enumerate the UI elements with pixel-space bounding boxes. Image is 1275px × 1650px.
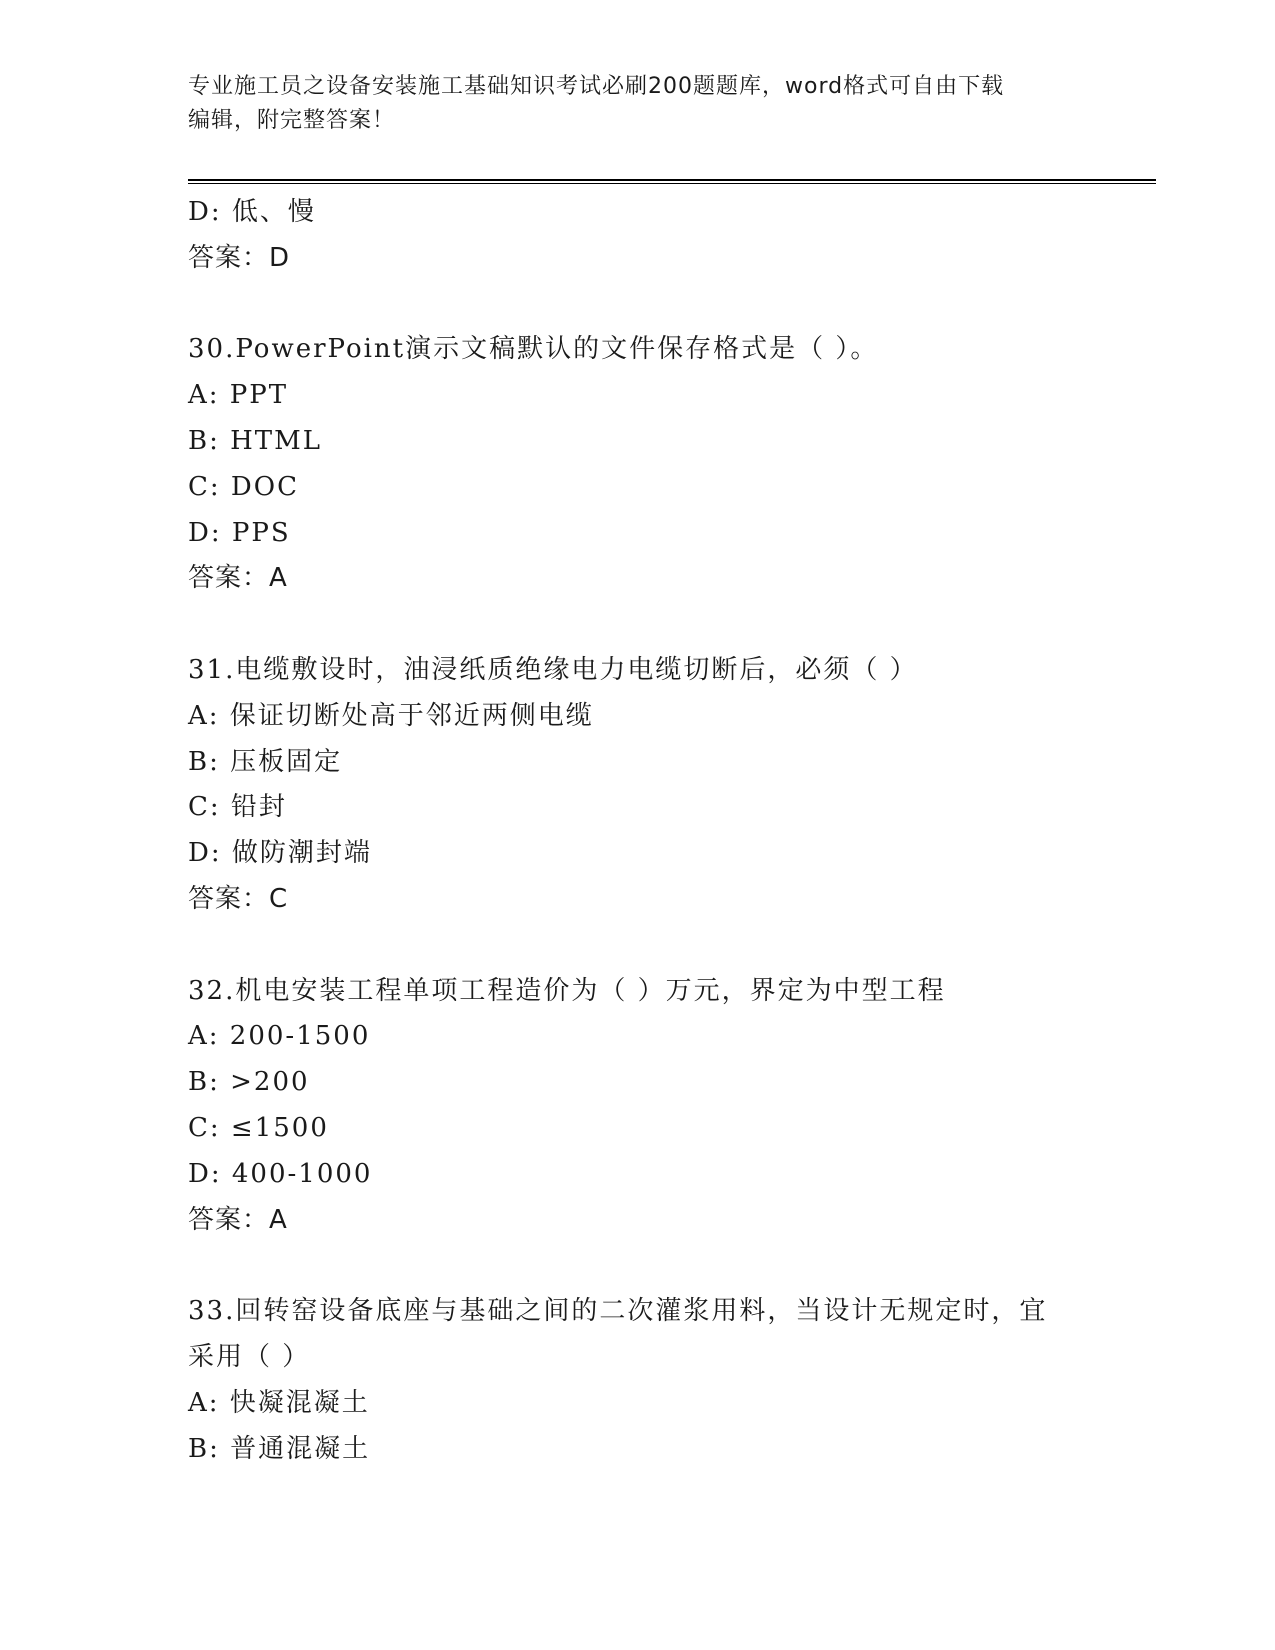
question-31-answer: 答案：C <box>188 883 289 914</box>
spacer <box>188 282 1148 328</box>
question-33-stem-line-2: 采用（ ） <box>188 1341 311 1372</box>
question-30-option-d: D: PPS <box>188 517 291 548</box>
question-30-option-a: A: PPT <box>188 380 289 411</box>
question-31-option-b: B: 压板固定 <box>188 746 343 777</box>
question-32-stem: 32.机电安装工程单项工程造价为（ ）万元，界定为中型工程 <box>188 975 946 1006</box>
spacer <box>188 1243 1148 1289</box>
question-32-option-a: A: 200-1500 <box>188 1021 371 1052</box>
question-33-stem-line-1: 33.回转窑设备底座与基础之间的二次灌浆用料，当设计无规定时，宜 <box>188 1296 1048 1327</box>
question-30-answer: 答案：A <box>188 563 288 594</box>
question-30-option-b: B: HTML <box>188 425 323 456</box>
question-30-option-c: C: DOC <box>188 471 299 502</box>
header-divider <box>188 179 1156 184</box>
question-32-answer: 答案：A <box>188 1204 288 1235</box>
header-title-line-2: 编辑，附完整答案！ <box>188 108 396 133</box>
question-32-option-c: C: ≤1500 <box>188 1112 329 1143</box>
question-33-option-b: B: 普通混凝土 <box>188 1433 371 1464</box>
question-list <box>188 190 1148 1472</box>
question-30-stem: 30.PowerPoint演示文稿默认的文件保存格式是（ ）。 <box>188 334 879 365</box>
question-31-option-c: C: 铅封 <box>188 792 287 823</box>
question-32-option-d: D: 400-1000 <box>188 1158 373 1189</box>
question-31-option-d: D: 做防潮封端 <box>188 838 372 869</box>
question-31-stem: 31.电缆敷设时，油浸纸质绝缘电力电缆切断后，必须（ ） <box>188 654 918 685</box>
spacer <box>188 602 1148 648</box>
document-header <box>188 70 1088 138</box>
question-31-option-a: A: 保证切断处高于邻近两侧电缆 <box>188 700 594 731</box>
spacer <box>188 923 1148 969</box>
header-title-line-1: 专业施工员之设备安装施工基础知识考试必刷200题题库，word格式可自由下载 <box>188 74 1005 99</box>
question-32-option-b: B: >200 <box>188 1067 310 1098</box>
question-33-option-a: A: 快凝混凝土 <box>188 1387 370 1418</box>
prev-option-d: D: 低、慢 <box>188 197 316 227</box>
prev-answer: 答案：D <box>188 242 291 273</box>
